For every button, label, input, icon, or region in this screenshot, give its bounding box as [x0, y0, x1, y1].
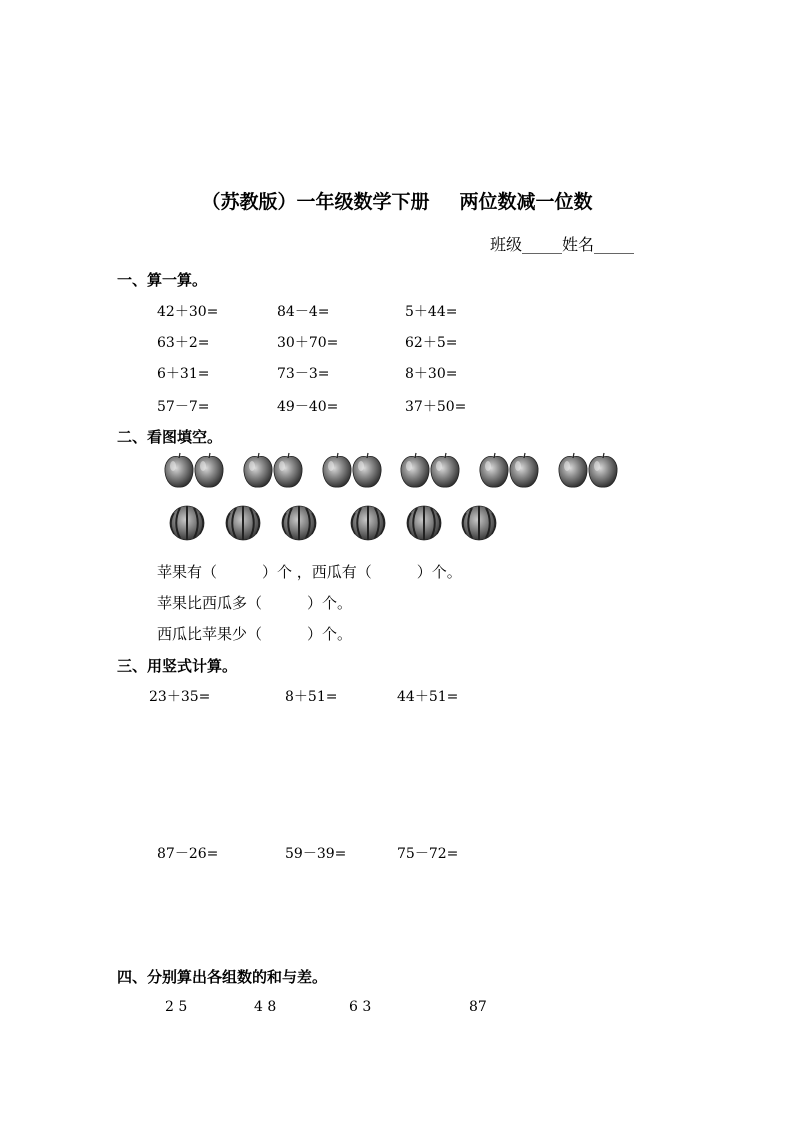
eq-item: 84－4=: [277, 304, 330, 320]
section-1-heading: 一、算一算。: [117, 271, 208, 289]
eq-item: 8＋30=: [405, 366, 458, 382]
section-3-heading: 三、用竖式计算。: [117, 657, 238, 675]
apple-icon: [559, 453, 617, 487]
number-group: 2 5: [165, 999, 188, 1015]
eq-item: 49－40=: [277, 399, 339, 415]
fill-line: 苹果比西瓜多（ ）个。: [157, 594, 353, 612]
vertical-calc-item: 44＋51=: [397, 689, 459, 705]
class-name-line: 班级_____姓名_____: [490, 235, 635, 254]
watermelon-icon: [226, 506, 260, 540]
watermelon-icon: [407, 506, 441, 540]
title-part1: （苏教版）一年级数学下册: [201, 191, 430, 213]
page-title: [0, 187, 794, 214]
fill-line: 西瓜比苹果少（ ）个。: [157, 625, 353, 643]
vertical-calc-item: 8＋51=: [285, 689, 338, 705]
apple-icon: [244, 453, 302, 487]
watermelon-icon: [462, 506, 496, 540]
fill-line: 苹果有（ ）个 ，西瓜有（ ）个。: [157, 563, 462, 581]
eq-item: 30＋70=: [277, 335, 339, 351]
eq-item: 5＋44=: [405, 304, 458, 320]
section-4-heading: 四、分别算出各组数的和与差。: [117, 968, 328, 986]
vertical-calc-item: 23＋35=: [149, 689, 211, 705]
apple-icon: [323, 453, 381, 487]
number-group: 87: [469, 999, 487, 1015]
apple-icon: [165, 453, 223, 487]
eq-item: 42＋30=: [157, 304, 219, 320]
watermelon-icon: [170, 506, 204, 540]
eq-item: 63＋2=: [157, 335, 210, 351]
watermelon-icon: [282, 506, 316, 540]
title-part2: 两位数减一位数: [459, 191, 593, 213]
eq-item: 57－7=: [157, 399, 210, 415]
vertical-calc-item: 59－39=: [285, 846, 347, 862]
vertical-calc-item: 75－72=: [397, 846, 459, 862]
apple-icon: [480, 453, 538, 487]
fruit-picture: [0, 450, 794, 550]
apple-icon: [401, 453, 459, 487]
eq-item: 62＋5=: [405, 335, 458, 351]
vertical-calc-item: 87－26=: [157, 846, 219, 862]
eq-item: 6＋31=: [157, 366, 210, 382]
watermelon-icon: [351, 506, 385, 540]
eq-item: 37＋50=: [405, 399, 467, 415]
number-group: 4 8: [254, 999, 277, 1015]
number-group: 6 3: [349, 999, 372, 1015]
eq-item: 73－3=: [277, 366, 330, 382]
section-2-heading: 二、看图填空。: [117, 428, 223, 446]
